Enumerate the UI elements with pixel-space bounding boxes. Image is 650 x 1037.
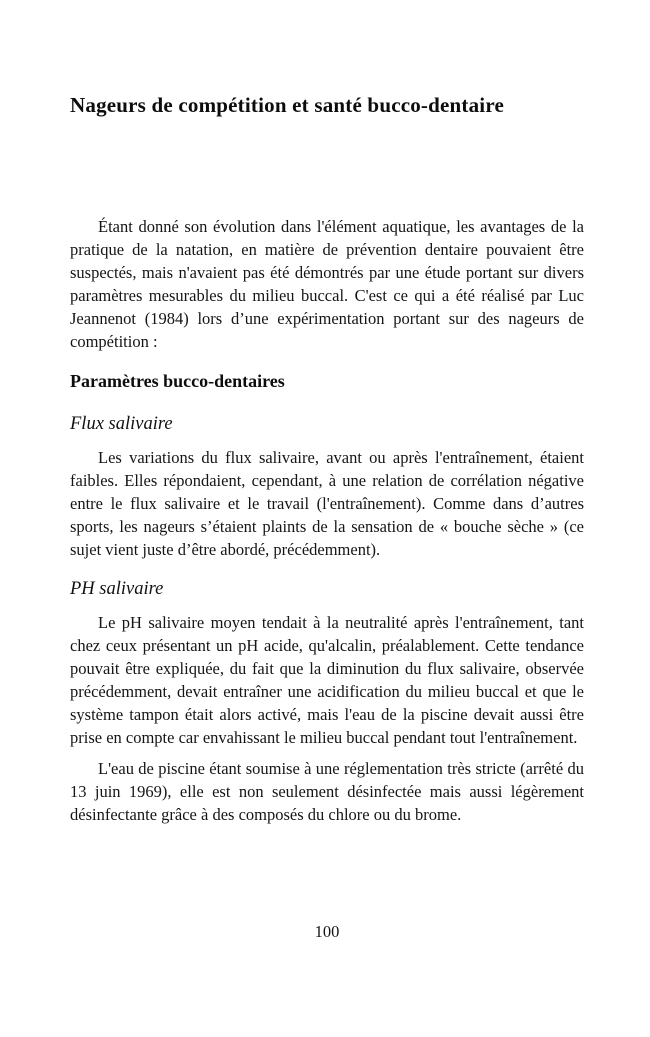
ph-salivaire-paragraph-2: L'eau de piscine étant soumise à une réglementation très stricte (arrêté du 13 juin 1969), elle est non seulement désinfectée mais aussi légèrement désinfectante grâce à des composés du chlore ou du brome.: [70, 759, 584, 824]
text-column: [70, 0, 584, 826]
subsection-heading-ph-salivaire: PH salivaire: [70, 579, 164, 599]
subsection-heading-flux-salivaire: Flux salivaire: [70, 414, 173, 434]
section-heading-parametres: Paramètres bucco-dentaires: [70, 371, 285, 391]
intro-paragraph: Étant donné son évolution dans l'élément aquatique, les avantages de la pratique de la natation, en matière de prévention dentaire pouvaient être suspectés, mais n'avaient pas été démontrés par une étude portant sur divers paramètres mesurables du milieu buccal. C'est ce qui a été réalisé par Luc Jeannenot (1984) lors d’une expérimentation portant sur des nageurs de compétition :: [70, 217, 584, 351]
page-number: 100: [314, 922, 340, 941]
flux-salivaire-paragraph: Les variations du flux salivaire, avant ou après l'entraînement, étaient faibles. Elles répondaient, cependant, à une relation de corrélation négative entre le flux salivaire et le travail (l'entraînement). Comme dans d’autres sports, les nageurs s’étaient plaints de la sensation de « bouche sèche » (ce sujet vient juste d’être abordé, précédemment).: [70, 448, 584, 559]
page-title: Nageurs de compétition et santé bucco-dentaire: [70, 93, 504, 117]
ph-salivaire-paragraph-1: Le pH salivaire moyen tendait à la neutralité après l'entraînement, tant chez ceux présentant un pH acide, qu'alcalin, préalablement. Cette tendance pouvait être expliquée, du fait que la diminution du flux salivaire, observée précédemment, devait entraîner une acidification du milieu buccal et que le système tampon était alors activé, mais l'eau de la piscine devait aussi être prise en compte car envahissant le milieu buccal pendant tout l'entraînement.: [70, 613, 584, 747]
